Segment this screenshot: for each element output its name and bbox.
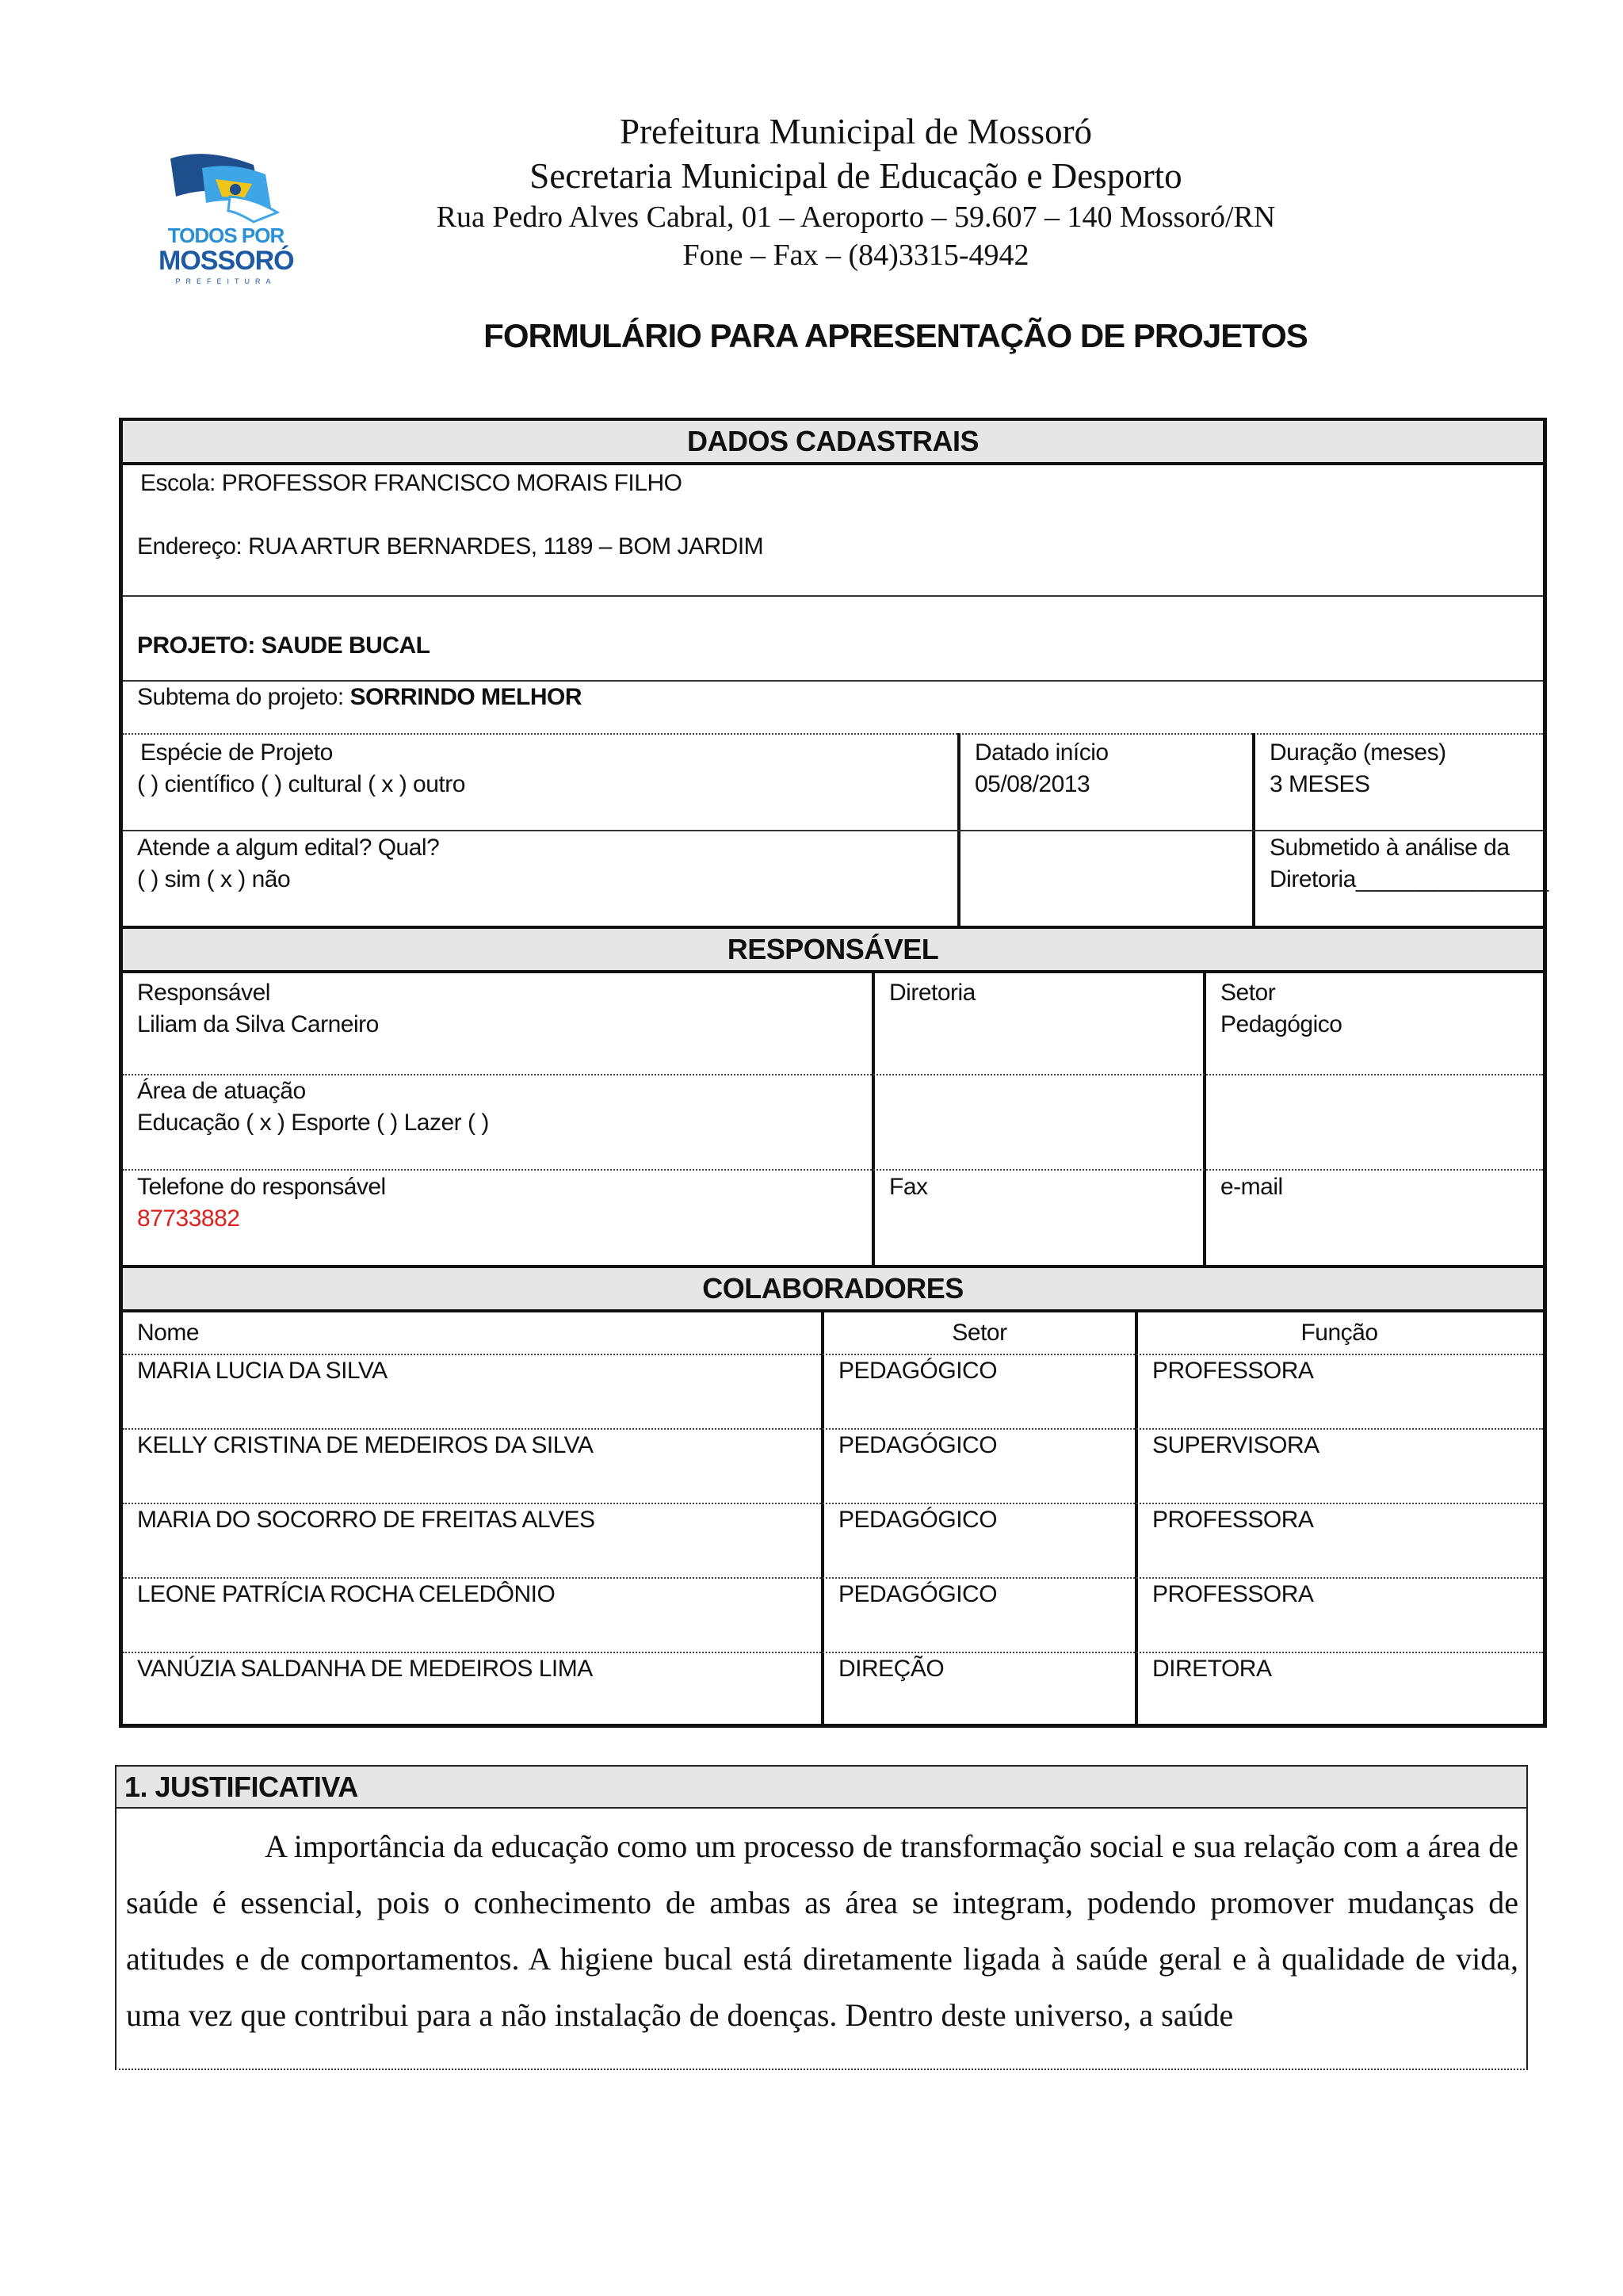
colaborador-setor: PEDAGÓGICO <box>838 1358 998 1384</box>
colaborador-setor: PEDAGÓGICO <box>838 1432 998 1458</box>
data-inicio-label: Datado início <box>975 739 1109 766</box>
edital-label: Atende a algum edital? Qual? <box>137 835 440 861</box>
justificativa-title: 1. JUSTIFICATIVA <box>116 1767 1526 1809</box>
section-dados-cadastrais: DADOS CADASTRAIS <box>123 418 1543 465</box>
colaborador-funcao: PROFESSORA <box>1152 1507 1314 1533</box>
responsavel-label: Responsável <box>137 980 270 1006</box>
colaborador-funcao: PROFESSORA <box>1152 1358 1314 1384</box>
area-label: Área de atuação <box>137 1078 306 1104</box>
setor-value: Pedagógico <box>1220 1011 1342 1037</box>
escola-field: Escola: PROFESSOR FRANCISCO MORAIS FILHO <box>140 470 682 496</box>
submetido-label: Submetido à análise da <box>1270 835 1510 861</box>
colaborador-nome: LEONE PATRÍCIA ROCHA CELEDÔNIO <box>137 1581 556 1607</box>
duracao-value: 3 MESES <box>1270 771 1370 797</box>
subtema-value: SORRINDO MELHOR <box>349 684 582 710</box>
logo-text-mossoro: MOSSORÓ <box>158 246 294 276</box>
header-line-secretaria: Secretaria Municipal de Educação e Desporto <box>529 156 1182 196</box>
col-header-funcao: Função <box>1300 1320 1378 1346</box>
divider <box>123 830 1543 831</box>
endereco-field: Endereço: RUA ARTUR BERNARDES, 1189 – BOM JARDIM <box>137 533 764 560</box>
setor-label: Setor <box>1220 980 1276 1006</box>
data-inicio-value: 05/08/2013 <box>975 771 1090 797</box>
especie-options: ( ) científico ( ) cultural ( x ) outro <box>137 771 465 797</box>
flag-icon <box>158 151 293 226</box>
letterhead <box>0 111 1623 285</box>
section-responsavel: RESPONSÁVEL <box>123 926 1543 973</box>
col-header-nome: Nome <box>137 1320 200 1346</box>
projeto-field: PROJETO: SAUDE BUCAL <box>137 632 430 659</box>
colaborador-nome: KELLY CRISTINA DE MEDEIROS DA SILVA <box>137 1432 594 1458</box>
colaborador-nome: MARIA DO SOCORRO DE FREITAS ALVES <box>137 1507 595 1533</box>
header-line-prefeitura: Prefeitura Municipal de Mossoró <box>619 112 1093 151</box>
logo-text-prefeitura: PREFEITURA <box>175 277 277 285</box>
email-label: e-mail <box>1220 1174 1283 1200</box>
col-header-setor: Setor <box>952 1320 1007 1346</box>
colaborador-funcao: DIRETORA <box>1152 1656 1272 1682</box>
colaborador-nome: MARIA LUCIA DA SILVA <box>137 1358 388 1384</box>
telefone-label: Telefone do responsável <box>137 1174 386 1200</box>
prefeitura-logo <box>158 151 293 293</box>
header-line-phone: Fone – Fax – (84)3315-4942 <box>682 239 1029 272</box>
divider <box>123 733 1543 735</box>
header-line-address: Rua Pedro Alves Cabral, 01 – Aeroporto – 59.607 – 140 Mossoró/RN <box>436 201 1276 234</box>
duracao-label: Duração (meses) <box>1270 739 1446 766</box>
colaborador-setor: PEDAGÓGICO <box>838 1507 998 1533</box>
especie-label: Espécie de Projeto <box>140 739 333 766</box>
colaborador-setor: PEDAGÓGICO <box>838 1581 998 1607</box>
logo-text-todos-por: TODOS POR <box>167 223 285 247</box>
edital-options: ( ) sim ( x ) não <box>137 866 291 892</box>
subtema-label: Subtema do projeto: <box>137 684 350 710</box>
telefone-value: 87733882 <box>137 1205 240 1232</box>
area-options: Educação ( x ) Esporte ( ) Lazer ( ) <box>137 1110 489 1136</box>
colaborador-funcao: SUPERVISORA <box>1152 1432 1319 1458</box>
section-colaboradores: COLABORADORES <box>123 1265 1543 1312</box>
colaborador-setor: DIREÇÃO <box>838 1656 945 1682</box>
divider <box>123 595 1543 597</box>
submetido-value: Diretoria_______________ <box>1270 866 1549 892</box>
column-divider <box>872 973 875 1266</box>
colaborador-funcao: PROFESSORA <box>1152 1581 1314 1607</box>
diretoria-label: Diretoria <box>889 980 976 1006</box>
justificativa-text: A importância da educação como um processo de transformação social e sua relação com a área de saúde é essencial, pois o conhecimento de ambas as área se integram, podendo promover mudanças de atitudes e de comportamentos. A higiene bucal está diretamente ligada à saúde geral e à qualidade de vida, uma vez que contribui para a não instalação de doenças. Dentro deste universo, a saúde <box>126 1828 1518 2033</box>
colaborador-nome: VANÚZIA SALDANHA DE MEDEIROS LIMA <box>137 1656 593 1682</box>
justificativa-box <box>115 1765 1528 2070</box>
form-title: FORMULÁRIO PARA APRESENTAÇÃO DE PROJETOS <box>483 317 1308 354</box>
divider <box>123 1169 1543 1171</box>
fax-label: Fax <box>889 1174 928 1200</box>
responsavel-value: Liliam da Silva Carneiro <box>137 1011 379 1037</box>
subtema-field <box>123 682 1074 713</box>
